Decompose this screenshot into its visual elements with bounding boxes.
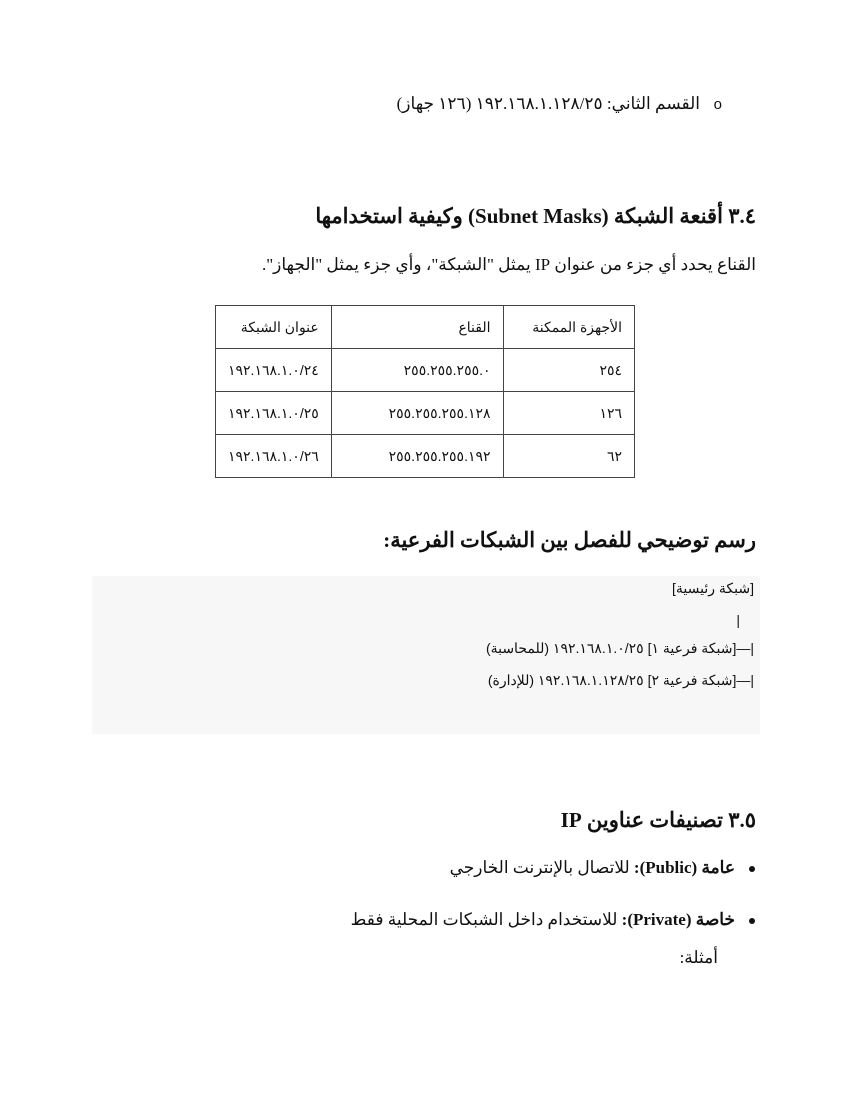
table-cell: ١٩٢.١٦٨.١.٠/٢٤ bbox=[216, 349, 332, 392]
section-heading-subnet-masks: ٣.٤ أقنعة الشبكة (Subnet Masks) وكيفية استخدامها bbox=[315, 204, 756, 228]
list-item-term: خاصة (Private): bbox=[621, 910, 735, 929]
bullet-dot-icon bbox=[749, 918, 755, 924]
table-header-row bbox=[216, 306, 635, 349]
bullet-dot-icon bbox=[749, 866, 755, 872]
table-cell: ١٩٢.١٦٨.١.٠/٢٦ bbox=[216, 435, 332, 478]
examples-label: أمثلة: bbox=[679, 948, 718, 967]
subnet-mask-table bbox=[215, 305, 635, 478]
table-cell: ٢٥٥.٢٥٥.٢٥٥.١٩٢ bbox=[331, 435, 503, 478]
section-heading-ip-classifications: ٣.٥ تصنيفات عناوين IP bbox=[560, 808, 756, 832]
table-cell: ٢٥٥.٢٥٥.٢٥٥.١٢٨ bbox=[331, 392, 503, 435]
table-row bbox=[216, 349, 635, 392]
diagram-line-subnet-1: |—[شبكة فرعية ١] ١٩٢.١٦٨.١.٠/٢٥ (للمحاسبة) bbox=[485, 640, 754, 656]
table-cell: ١٢٦ bbox=[503, 392, 634, 435]
list-item-desc: للاستخدام داخل الشبكات المحلية فقط bbox=[350, 910, 622, 929]
column-header: القناع bbox=[331, 306, 503, 349]
circle-bullet-icon: o bbox=[713, 96, 722, 113]
table-cell: ٦٢ bbox=[503, 435, 634, 478]
subnet-mask-intro: القناع يحدد أي جزء من عنوان IP يمثل "الشبكة"، وأي جزء يمثل "الجهاز". bbox=[261, 255, 756, 274]
column-header: عنوان الشبكة bbox=[216, 306, 332, 349]
list-item-text: القسم الثاني: ١٩٢.١٦٨.١.١٢٨/٢٥ (١٢٦ جهاز) bbox=[396, 94, 700, 113]
diagram-line-main-network: [شبكة رئيسية] bbox=[672, 580, 754, 596]
table-row bbox=[216, 392, 635, 435]
diagram-line-connector: | bbox=[736, 612, 740, 628]
list-item-desc: للاتصال بالإنترنت الخارجي bbox=[449, 858, 634, 877]
diagram-line-subnet-2: |—[شبكة فرعية ٢] ١٩٢.١٦٨.١.١٢٨/٢٥ (للإدارة) bbox=[487, 672, 754, 688]
list-item-private bbox=[135, 910, 735, 930]
table-cell: ١٩٢.١٦٨.١.٠/٢٥ bbox=[216, 392, 332, 435]
table-row bbox=[216, 435, 635, 478]
subnet-diagram-block bbox=[92, 576, 760, 734]
table-cell: ٢٥٤ bbox=[503, 349, 634, 392]
list-item-part-two bbox=[140, 94, 722, 114]
table-cell: ٢٥٥.٢٥٥.٢٥٥.٠ bbox=[331, 349, 503, 392]
list-item-term: عامة (Public): bbox=[633, 858, 735, 877]
section-heading-diagram: رسم توضيحي للفصل بين الشبكات الفرعية: bbox=[383, 528, 756, 552]
list-item-public bbox=[135, 858, 735, 878]
column-header: الأجهزة الممكنة bbox=[503, 306, 634, 349]
